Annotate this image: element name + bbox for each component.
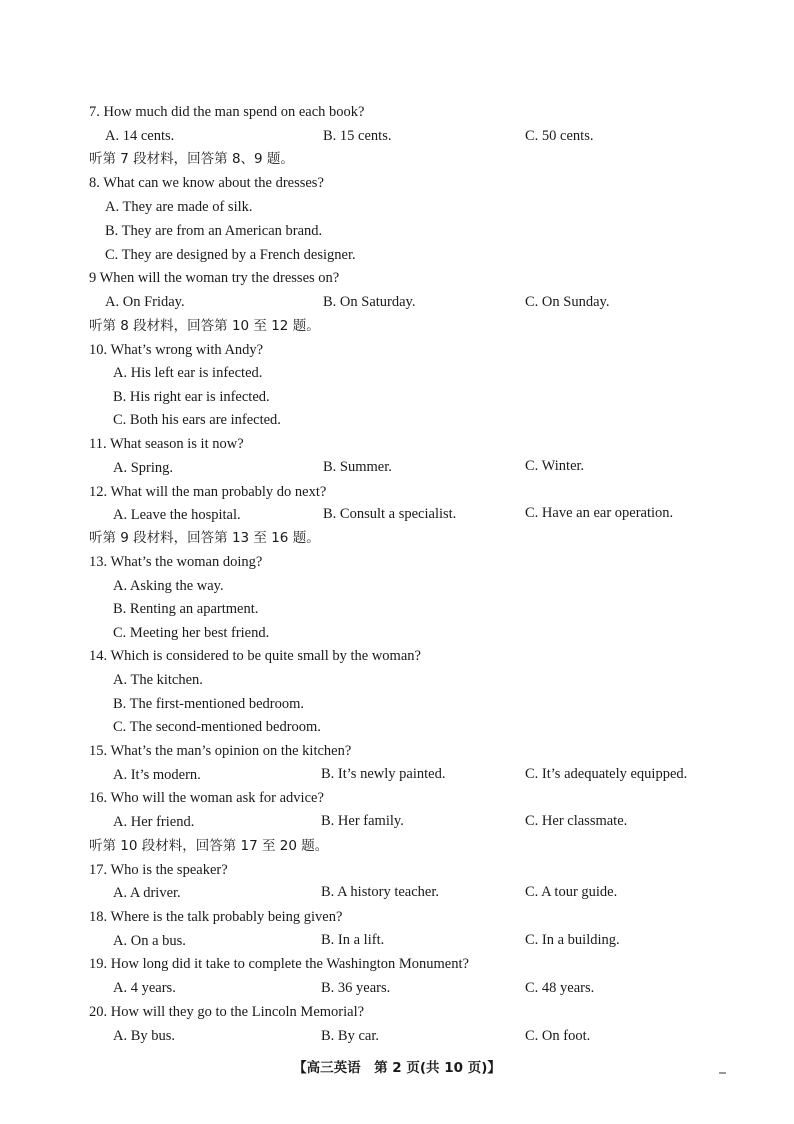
q12-option-c: C. Have an ear operation.: [525, 505, 674, 521]
q7-option-b: B. 15 cents.: [323, 128, 392, 144]
q18-option-b: B. In a lift.: [321, 932, 385, 948]
q20-option-a: A. By bus.: [113, 1028, 176, 1044]
question-11: 11. What season is it now?: [89, 436, 244, 452]
question-9: 9 When will the woman try the dresses on?: [89, 270, 340, 286]
section-8-heading: 听第 8 段材料，回答第 10 至 12 题。: [89, 318, 320, 334]
q19-option-a: A. 4 years.: [113, 980, 176, 996]
question-17: 17. Who is the speaker?: [89, 862, 228, 878]
question-16: 16. Who will the woman ask for advice?: [89, 790, 324, 806]
q11-option-b: B. Summer.: [323, 459, 392, 475]
q9-option-b: B. On Saturday.: [323, 294, 416, 310]
q20-option-c: C. On foot.: [525, 1028, 591, 1044]
q16-option-b: B. Her family.: [321, 813, 404, 829]
q12-option-b: B. Consult a specialist.: [323, 506, 457, 522]
question-14: 14. Which is considered to be quite small by the woman?: [89, 648, 421, 664]
q16-option-c: C. Her classmate.: [525, 813, 628, 829]
q20-option-b: B. By car.: [321, 1028, 379, 1044]
q15-option-a: A. It’s modern.: [113, 767, 201, 783]
q9-option-c: C. On Sunday.: [525, 294, 610, 310]
question-19: 19. How long did it take to complete the Washington Monument?: [89, 956, 469, 972]
q19-option-c: C. 48 years.: [525, 980, 595, 996]
q11-option-c: C. Winter.: [525, 458, 585, 474]
q17-option-a: A. A driver.: [113, 885, 181, 901]
q9-option-a: A. On Friday.: [105, 294, 185, 310]
q14-option-b: B. The first-mentioned bedroom.: [113, 696, 305, 712]
q14-option-a: A. The kitchen.: [113, 672, 203, 688]
q18-option-a: A. On a bus.: [113, 933, 186, 949]
question-12: 12. What will the man probably do next?: [89, 484, 327, 500]
question-18: 18. Where is the talk probably being given?: [89, 909, 343, 925]
q7-option-c: C. 50 cents.: [525, 128, 594, 144]
q12-option-a: A. Leave the hospital.: [113, 507, 241, 523]
q14-option-c: C. The second-mentioned bedroom.: [113, 719, 321, 735]
section-9-heading: 听第 9 段材料，回答第 13 至 16 题。: [89, 530, 320, 546]
q15-option-c: C. It’s adequately equipped.: [525, 766, 688, 782]
q8-option-a: A. They are made of silk.: [105, 199, 253, 215]
q17-option-b: B. A history teacher.: [321, 884, 439, 900]
q8-option-b: B. They are from an American brand.: [105, 223, 323, 239]
q7-option-a: A. 14 cents.: [105, 128, 175, 144]
q17-option-c: C. A tour guide.: [525, 884, 618, 900]
q13-option-a: A. Asking the way.: [113, 578, 224, 594]
q10-option-b: B. His right ear is infected.: [113, 389, 270, 405]
section-7-heading: 听第 7 段材料，回答第 8、9 题。: [89, 151, 294, 167]
question-7: 7. How much did the man spend on each book?: [89, 104, 365, 120]
q16-option-a: A. Her friend.: [113, 814, 195, 830]
question-8: 8. What can we know about the dresses?: [89, 175, 324, 191]
question-13: 13. What’s the woman doing?: [89, 554, 263, 570]
question-10: 10. What’s wrong with Andy?: [89, 342, 264, 358]
q15-option-b: B. It’s newly painted.: [321, 766, 446, 782]
q10-option-c: C. Both his ears are infected.: [113, 412, 281, 428]
q13-option-b: B. Renting an apartment.: [113, 601, 259, 617]
q18-option-c: C. In a building.: [525, 932, 620, 948]
question-20: 20. How will they go to the Lincoln Memorial?: [89, 1004, 365, 1020]
page-footer: 【高三英语 第 2 页(共 10 页)】: [293, 1060, 501, 1076]
q8-option-c: C. They are designed by a French designer.: [105, 247, 356, 263]
q13-option-c: C. Meeting her best friend.: [113, 625, 270, 641]
scan-mark: [719, 1072, 726, 1074]
q19-option-b: B. 36 years.: [321, 980, 391, 996]
question-15: 15. What’s the man’s opinion on the kitchen?: [89, 743, 352, 759]
q11-option-a: A. Spring.: [113, 460, 174, 476]
q10-option-a: A. His left ear is infected.: [113, 365, 263, 381]
section-10-heading: 听第 10 段材料，回答第 17 至 20 题。: [89, 838, 329, 854]
